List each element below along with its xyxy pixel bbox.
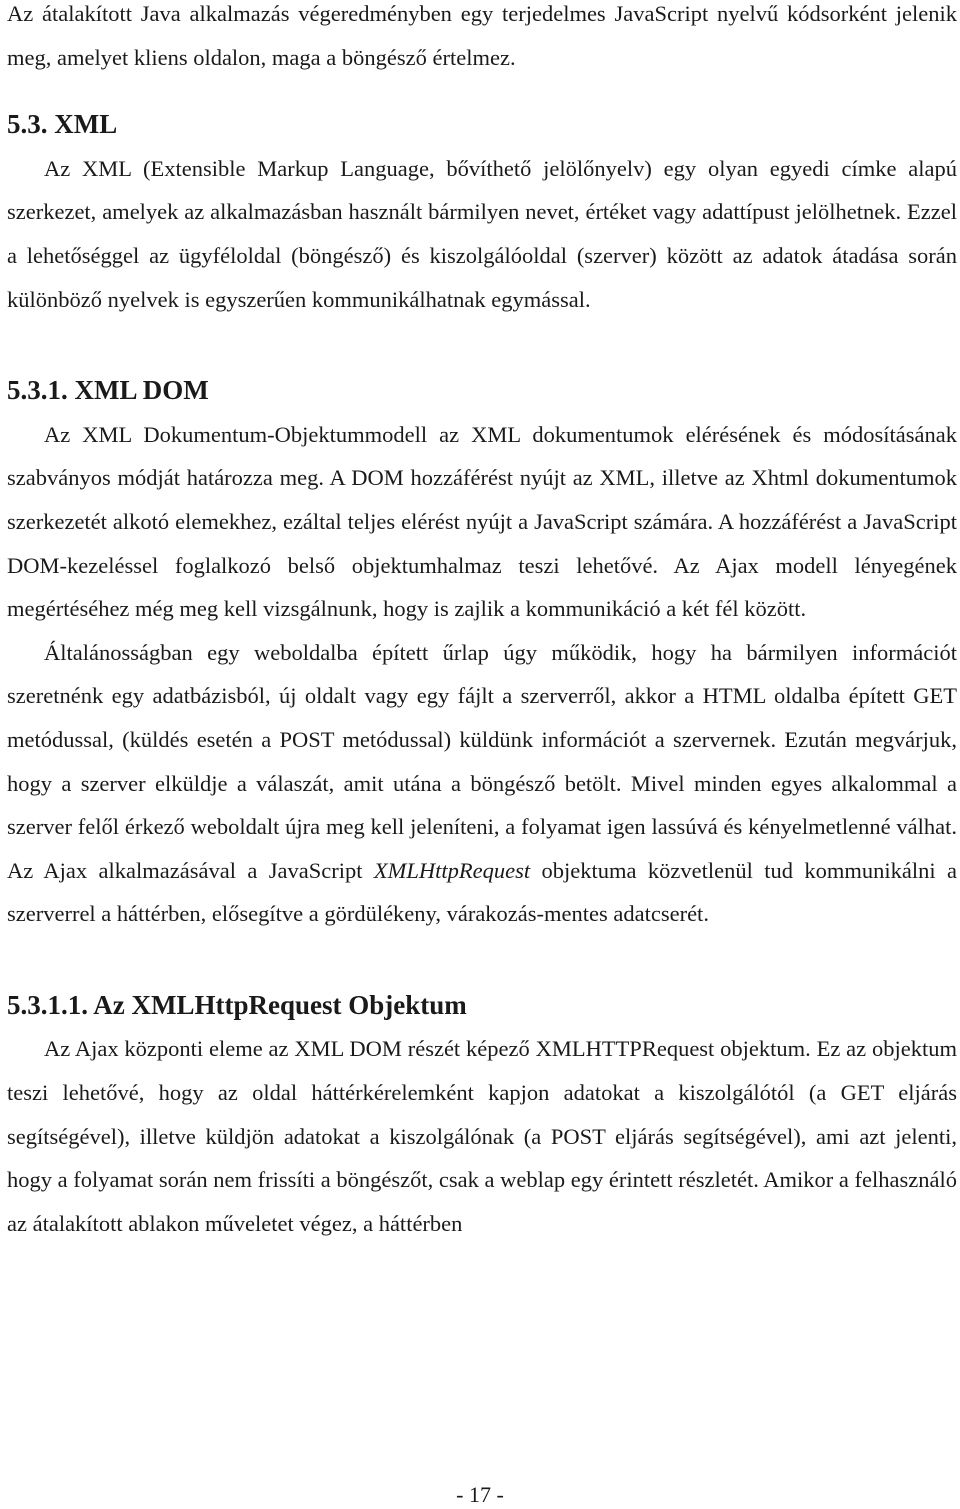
page-number: - 17 - <box>456 1482 504 1507</box>
xmlhttprequest-term: XMLHttpRequest <box>373 857 531 883</box>
xml-dom-paragraph-2-start: Általánosságban egy weboldalba épített űrlap úgy működik, hogy ha bármilyen információt szeretnénk egy adatbázisból, új oldalt vagy egy fájlt a szerverről, akkor a HTML oldalba épített GET metódussal, (küldés esetén a POST metódussal) küldünk információt a szervernek. Ezután megvárjuk, hogy a szerver elküldje a válaszát, amit utána a böngésző betölt. Mivel minden egyes alkalommal a szerver felől érkező weboldalt újra meg kell jeleníteni, a folyamat igen lassúvá és kényelmetlenné válhat. Az Ajax alkalmazásával a JavaScript <box>7 639 957 883</box>
xml-dom-paragraph-2 <box>7 631 957 936</box>
intro-paragraph: Az átalakított Java alkalmazás végeredményben egy terjedelmes JavaScript nyelvű kódsorként jelenik meg, amelyet kliens oldalon, maga a böngésző értelmez. <box>7 1 957 70</box>
xmlhttprequest-paragraph: Az Ajax központi eleme az XML DOM részét képező XMLHTTPRequest objektum. Ez az objektum teszi lehetővé, hogy az oldal háttérkérelemként kapjon adatokat a kiszolgálótól (a GET eljárás segítségével), illetve küldjön adatokat a kiszolgálónak (a POST eljárás segítségével), ami azt jelenti, hogy a folyamat során nem frissíti a böngészőt, csak a weblap egy érintett részletét. Amikor a felhasználó az átalakított ablakon műveletet végez, a háttérben <box>7 1036 957 1236</box>
xml-dom-paragraph-2-end: objektuma közvetlenül tud kommunikálni a szerverrel a háttérben, elősegítve a gördülékeny, várakozás-mentes adatcserét. <box>7 857 958 927</box>
document-page <box>7 0 957 1245</box>
section-heading-xml: 5.3. XML <box>7 109 118 140</box>
xml-dom-paragraph-1: Az XML Dokumentum-Objektummodell az XML dokumentumok elérésének és módosításának szabványos módját határozza meg. A DOM hozzáférést nyújt az XML, illetve az Xhtml dokumentumok szerkezetét alkotó elemekhez, ezáltal teljes elérést nyújt a JavaScript számára. A hozzáférést a JavaScript DOM-kezeléssel foglalkozó belső objektumhalmaz teszi lehetővé. Az Ajax modell lényegének megértéséhez még meg kell vizsgálnunk, hogy is zajlik a kommunikáció a két fél között. <box>7 421 957 622</box>
section-heading-xmlhttprequest: 5.3.1.1. Az XMLHttpRequest Objektum <box>7 989 467 1020</box>
xml-paragraph: Az XML (Extensible Markup Language, bővíthető jelölőnyelv) egy olyan egyedi címke alapú szerkezet, amelyek az alkalmazásban használt bármilyen nevet, értéket vagy adattípust jelölhetnek. Ezzel a lehetőséggel az ügyféloldal (böngésző) és kiszolgálóoldal (szerver) között az adatok átadása során különböző nyelvek is egyszerűen kommunikálhatnak egymással. <box>7 155 957 312</box>
section-heading-xml-dom: 5.3.1. XML DOM <box>7 375 209 406</box>
